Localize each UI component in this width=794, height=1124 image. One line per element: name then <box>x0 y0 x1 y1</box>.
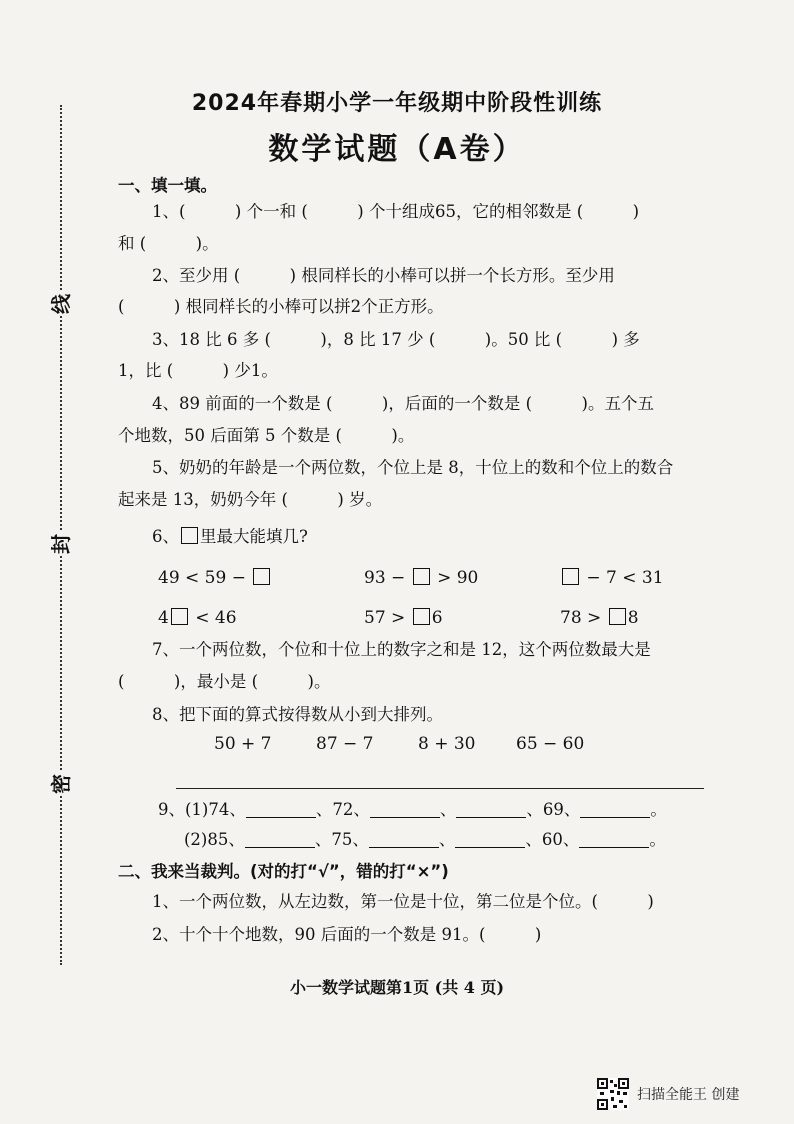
question-3-line-1: 3、18 比 6 多 ( )，8 比 17 少 ( )。50 比 ( ) 多 <box>152 330 640 349</box>
exam-title: 2024年春期小学一年级期中阶段性训练 <box>191 91 603 116</box>
question-6-text: 里最大能填几? <box>200 527 308 546</box>
question-2-line-1: 2、至少用 ( ) 根同样长的小棒可以拼一个长方形。至少用 <box>152 266 615 285</box>
answer-blank[interactable] <box>245 831 315 848</box>
seq-text: 。 <box>649 830 666 849</box>
question-6-item-a <box>158 566 272 590</box>
item-c-right: − 7 < 31 <box>581 568 664 588</box>
question-9-row-2 <box>184 828 666 852</box>
seq-text: 74、 <box>208 800 246 819</box>
answer-box[interactable] <box>181 527 198 544</box>
item-d-left: 4 <box>158 608 169 628</box>
question-3-line-2: 1，比 ( ) 少1。 <box>118 361 278 380</box>
scanner-watermark <box>597 1078 739 1110</box>
question-4-line-1: 4、89 前面的一个数是 ( )，后面的一个数是 ( )。五个五 <box>152 394 654 413</box>
question-7-line-1: 7、一个两位数，个位和十位上的数字之和是 12，这个两位数最大是 <box>152 640 651 659</box>
page-footer: 小一数学试题第1页 (共 4 页) <box>289 978 505 997</box>
item-e-left: 57 > <box>364 608 411 628</box>
expression-2: 87 − 7 <box>316 734 374 754</box>
seq-text: 85、 <box>207 830 245 849</box>
judge-question-2: 2、十个十个地数，90 后面的一个数是 91。( ) <box>152 925 542 944</box>
seq-text: 、75、 <box>314 830 369 849</box>
answer-blank[interactable] <box>580 801 650 818</box>
question-8-prompt: 8、把下面的算式按得数从小到大排列。 <box>152 705 443 724</box>
sub-label: (2) <box>184 830 208 849</box>
answer-box[interactable] <box>562 568 579 585</box>
item-a-left: 49 < 59 − <box>158 568 252 588</box>
expression-3: 8 + 30 <box>418 734 476 754</box>
expression-1: 50 + 7 <box>214 734 272 754</box>
question-6-prompt <box>152 525 708 549</box>
seq-text: 、72、 <box>315 800 370 819</box>
sub-label: (1) <box>185 800 209 819</box>
question-6-item-e <box>364 606 443 630</box>
answer-box[interactable] <box>253 568 270 585</box>
exam-subtitle: 数学试题（A卷） <box>268 132 526 167</box>
section-2-heading: 二、我来当裁判。(对的打“√”，错的打“×”) <box>118 862 449 881</box>
question-6-item-d <box>158 606 237 630</box>
question-9-row-1 <box>158 798 667 822</box>
question-1-line-1: 1、( ) 个一和 ( ) 个十组成65，它的相邻数是 ( ) <box>152 202 640 221</box>
question-6-number: 6、 <box>152 527 179 546</box>
section-1-heading: 一、填一填。 <box>118 176 217 195</box>
answer-blank[interactable] <box>456 801 526 818</box>
seq-text: 、69、 <box>526 800 581 819</box>
expression-4: 65 − 60 <box>516 734 585 754</box>
question-6-item-f <box>560 606 639 630</box>
seq-text: 。 <box>650 800 667 819</box>
item-b-left: 93 − <box>364 568 411 588</box>
binding-char-xian: 线 <box>49 294 73 314</box>
question-4-line-2: 个地数，50 后面第 5 个数是 ( )。 <box>118 426 415 445</box>
seq-text: 、60、 <box>525 830 580 849</box>
question-7-line-2: ( )，最小是 ( )。 <box>118 672 331 691</box>
binding-char-mi: 密 <box>49 774 73 794</box>
binding-char-feng: 封 <box>49 534 73 554</box>
question-6-item-c <box>560 566 664 590</box>
item-f-right: 8 <box>627 608 639 628</box>
question-2-line-2: ( ) 根同样长的小棒可以拼2个正方形。 <box>118 297 444 316</box>
seq-text: 、 <box>439 800 457 819</box>
answer-line[interactable] <box>176 788 704 789</box>
answer-blank[interactable] <box>370 801 440 818</box>
question-5-line-2: 起来是 13，奶奶今年 ( ) 岁。 <box>118 490 383 509</box>
scanner-label: 扫描全能王 创建 <box>637 1087 740 1103</box>
answer-box[interactable] <box>413 608 430 625</box>
answer-blank[interactable] <box>455 831 525 848</box>
item-b-right: > 90 <box>431 568 479 588</box>
judge-question-1: 1、一个两位数，从左边数，第一位是十位，第二位是个位。( ) <box>152 892 654 911</box>
question-9-number: 9、 <box>158 800 185 819</box>
answer-blank[interactable] <box>246 801 316 818</box>
answer-blank[interactable] <box>369 831 439 848</box>
question-1-line-2: 和 ( )。 <box>118 234 219 253</box>
question-6-item-b <box>364 566 478 590</box>
answer-box[interactable] <box>171 608 188 625</box>
answer-blank[interactable] <box>579 831 649 848</box>
question-5-line-1: 5、奶奶的年龄是一个两位数，个位上是 8，十位上的数和个位上的数合 <box>152 458 674 477</box>
item-d-right: < 46 <box>189 608 237 628</box>
item-f-left: 78 > <box>560 608 607 628</box>
answer-box[interactable] <box>609 608 626 625</box>
item-e-right: 6 <box>431 608 443 628</box>
answer-box[interactable] <box>413 568 430 585</box>
qr-code-icon <box>597 1078 629 1110</box>
seq-text: 、 <box>438 830 456 849</box>
